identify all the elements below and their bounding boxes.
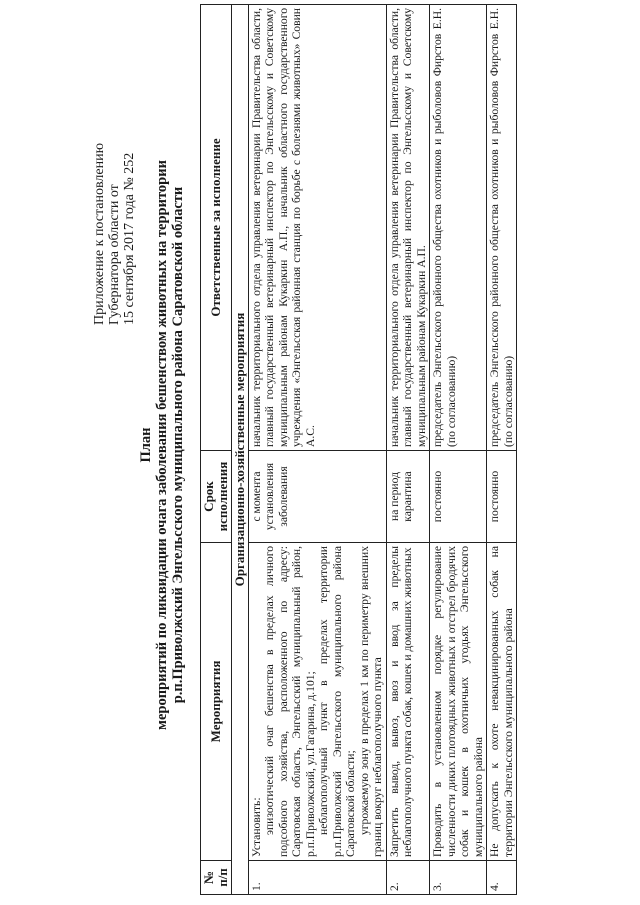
activity-paragraph: Не допускать к охоте невакцинированных собак на территории Энгельсского муниципального района — [488, 546, 515, 857]
row-responsible: председатель Энгельсского районного общества охотников и рыболовов Фирстов Е.Н. (по согласованию) — [430, 5, 487, 451]
row-activity — [248, 543, 386, 861]
table-row — [430, 5, 487, 895]
document-title — [138, 45, 186, 845]
header-term: Срок исполнения — [201, 451, 232, 543]
appendix-line: 15 сентября 2017 года № 252 — [122, 152, 137, 325]
title-line: План — [138, 427, 154, 463]
plan-table — [200, 4, 517, 895]
header-responsible: Ответственные за исполнение — [201, 5, 232, 451]
row-number: 1. — [248, 861, 386, 895]
appendix-line: Губернатора области от — [107, 184, 122, 325]
appendix-line: Приложение к постановлению — [92, 142, 107, 325]
appendix-block — [92, 25, 137, 325]
section-row — [232, 5, 249, 895]
table-row — [386, 5, 430, 895]
row-responsible: председатель Энгельсского районного общества охотников и рыболовов Фирстов Е.Н. (по согласованию) — [487, 5, 517, 451]
title-line: мероприятий по ликвидации очага заболевания бешенством животных на территории — [154, 160, 170, 730]
activity-paragraph: Проводить в установленном порядке регулирование численности диких плотоядных животных и отстрел бродячих собак и кошек в охотничьих угодьях Энгельсского муниципального района — [431, 546, 485, 857]
row-number: 2. — [386, 861, 430, 895]
header-activities: Мероприятия — [201, 543, 232, 861]
section-title: Организационно-хозяйственные мероприятия — [232, 5, 249, 895]
activity-paragraph: угрожаемую зону в пределах 1 км по периметру внешних границ вокруг неблагополучного пункта — [357, 546, 384, 857]
activity-paragraph: неблагополучный пункт в пределах территории р.п.Приволжский Энгельсского муниципального района Саратовской области; — [317, 546, 357, 857]
row-term: постоянно — [430, 451, 487, 543]
activity-paragraph: Запретить вывод, вывоз, ввоз и ввод за пределы неблагополучного пункта собак, кошек и домашних животных — [387, 546, 414, 857]
row-responsible: начальник территориального отдела управления ветеринарии Правительства области, главный государственный ветеринарный инспектор по Энгельсскому и Советскому муниципальным районам Кукаркин А.П., начальник областного государственного учреждения «Энгельсская районная станция по борьбе с болезнями животных» Совин А.С. — [248, 5, 386, 451]
row-activity — [386, 543, 430, 861]
row-term: с момента установления заболевания — [248, 451, 386, 543]
row-term: на период карантина — [386, 451, 430, 543]
table-row — [487, 5, 517, 895]
row-number: 4. — [487, 861, 517, 895]
row-activity — [430, 543, 487, 861]
table-header-row — [201, 5, 232, 895]
table-row — [248, 5, 386, 895]
header-num: № п/п — [201, 861, 232, 895]
activity-paragraph: эпизоотический очаг бешенства в пределах личного подсобного хозяйства, расположенного по адресу: Саратовская область, Энгельсский муниципальный район, р.п.Приволжский, ул.Гагарина, д.101; — [263, 546, 317, 857]
activity-paragraph: Установить: — [249, 797, 263, 857]
row-responsible: начальник территориального отдела управления ветеринарии Правительства области, главный государственный ветеринарный инспектор по Энгельсскому и Советскому муниципальным районам Кукаркин А.П. — [386, 5, 430, 451]
row-number: 3. — [430, 861, 487, 895]
row-activity — [487, 543, 517, 861]
title-line: р.п.Приволжский Энгельсского муниципального района Саратовской области — [170, 186, 186, 704]
row-term: постоянно — [487, 451, 517, 543]
